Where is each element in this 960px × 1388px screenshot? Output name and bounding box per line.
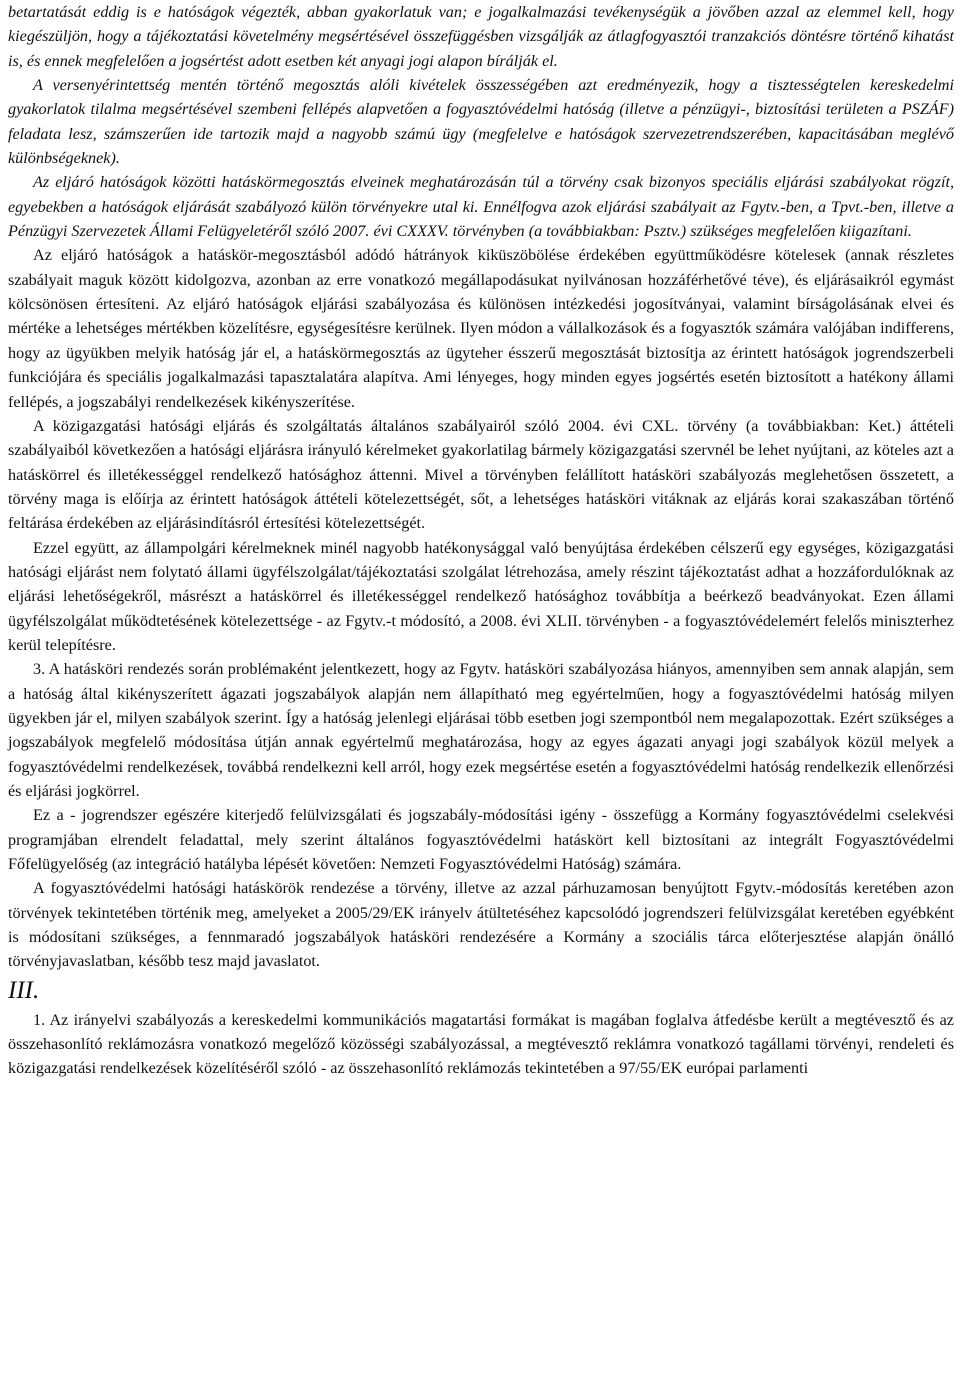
section-heading: III.	[8, 976, 40, 1004]
paragraph-continuation: betartatását eddig is e hatóságok végezték, abban gyakorlatuk van; e jogalkalmazási tevékenységük a jövőben azzal az elemmel kell, hogy kiegészüljön, hogy a tájékoztatási követelmény megsértésével összefüggésben vizsgálják az átlagfogyasztói tranzakciós döntésre történő kihatást is, és ennek megfelelően a jogsértést adott esetben két anyagi jogi alapon bírálják el.	[8, 3, 954, 70]
paragraph-directive: 1. Az irányelvi szabályozás a kereskedelmi kommunikációs magatartási formákat is magában foglalva átfedésbe került a megtévesztő és az összehasonlító reklámozásra vonatkozó megelőző közösségi szabályozással, a megtévesztő reklámra vonatkozó tagállami törvényi, rendeleti és közigazgatási rendelkezések közelítéséről szóló - az összehasonlító reklámozás tekintetében a 97/55/EK európai parlamenti	[8, 1010, 954, 1078]
paragraph-competence-settlement: A fogyasztóvédelmi hatósági hatáskörök rendezése a törvény, illetve az azzal párhuzamosan benyújtott Fgytv.-módosítás keretében azon törvények tekintetében történik meg, amelyeket a 2005/29/EK irányelv átültetéséhez kapcsolódó jogrendszeri felülvizsgálat keretében egyébként is módosítani szükséges, a fennmaradó jogszabályok hatásköri rendezésére a Kormány a szociális tárca előterjesztése alapján önálló törvényjavaslatban, később tesz majd javaslatot.	[8, 879, 954, 971]
paragraph-exceptions: A versenyérintettség mentén történő megosztás alóli kivételek összességében azt eredményezik, hogy a tisztességtelen kereskedelmi gyakorlatok tilalma megsértésével szembeni fellépés alapvetően a fogyasztóvédelmi hatóság (illetve a pénzügyi-, biztosítási területen a PSZÁF) feladata lesz, számszerűen ide tartozik majd a nagyobb számú ügy (megfelelve e hatóságok szervezetrendszerében, kapacitásában meglévő különbségeknek).	[8, 76, 954, 168]
paragraph-government-program: Ez a - jogrendszer egészére kiterjedő felülvizsgálati és jogszabály-módosítási igény - összefügg a Kormány fogyasztóvédelmi cselekvési programjában elrendelt feladattal, mely szerint általános fogyasztóvédelmi hatáskört kell biztosítani az integrált Fogyasztóvédelmi Főfelügyelőség (az integráció hatályba lépését követően: Nemzeti Fogyasztóvédelmi Hatóság) számára.	[8, 806, 954, 874]
paragraph-customer-service: Ezzel együtt, az állampolgári kérelmeknek minél nagyobb hatékonysággal való benyújtása érdekében célszerű egy egységes, közigazgatási hatósági eljárást nem folytató állami ügyfélszolgálat/tájékoztatási szolgálat létrehozása, amely részint tájékoztatást adhat a hozzáfordulóknak az eljárási lehetőségekről, másrészt a hatáskörrel és illetékességgel rendelkező hatósághoz továbbítja a beérkező beadványokat. Ezen állami ügyfélszolgálat működtetésének kötelezettsége - az Fgytv.-t módosító, a 2008. évi XLII. törvényben - a fogyasztóvédelemért felelős miniszterhez kerül telepítésre.	[8, 538, 954, 654]
paragraph-procedural-rules: Az eljáró hatóságok közötti hatáskörmegosztás elveinek meghatározásán túl a törvény csak bizonyos speciális eljárási szabályokat rögzít, egyebekben a hatóságok eljárását szabályozó külön törvényekre utal ki. Ennélfogva azok eljárási szabályait az Fgytv.-ben, a Tpvt.-ben, illetve a Pénzügyi Szervezetek Állami Felügyeletéről szóló 2007. évi CXXXV. törvényben (a továbbiakban: Psztv.) szükséges megfelelően kiigazítani.	[8, 173, 954, 241]
document-page	[8, 0, 954, 1081]
paragraph-ket-transfer: A közigazgatási hatósági eljárás és szolgáltatás általános szabályairól szóló 2004. évi CXL. törvény (a továbbiakban: Ket.) áttételi szabályaiból következően a hatósági eljárásra irányuló kérelmeket gyakorlatilag bármely közigazgatási szervnél be lehet nyújtani, az köteles azt a hatáskörrel és illetékességgel rendelkező hatósághoz áttenni. Mivel a törvényben felállított hatásköri szabályozás meglehetősen összetett, a törvény maga is előírja az érintett hatóságok áttételi kötelezettségét, sőt, a lehetséges hatásköri vitáknak az eljárás korai szakaszában történő feltárása érdekében az eljárásindításról értesítési kötelezettségét.	[8, 416, 954, 533]
paragraph-section-3: 3. A hatásköri rendezés során problémaként jelentkezett, hogy az Fgytv. hatásköri szabályozása hiányos, amennyiben sem annak alapján, sem a hatóság által kikényszerített ágazati jogszabályok alapján nem állapítható meg egyértelműen, hogy a fogyasztóvédelmi hatóság milyen ügyekben jár el, milyen szabályok szerint. Így a hatóság jelenlegi eljárásai több esetben jogi szempontból nem megalapozottak. Ezért szükséges a jogszabályok megfelelő módosítása útján annak egyértelmű meghatározása, hogy az egyes ágazati anyagi jogi szabályok közül melyek a fogyasztóvédelmi rendelkezések, továbbá rendelkezni kell arról, hogy ezek megsértése esetén a fogyasztóvédelmi hatóság rendelkezik ellenőrzési és eljárási jogkörrel.	[8, 660, 954, 800]
paragraph-cooperation: Az eljáró hatóságok a hatáskör-megosztásból adódó hátrányok kiküszöbölése érdekében együttműködésre kötelesek (annak részletes szabályait maguk között kidolgozva, azonban az erre vonatkozó megállapodásukat nyilvánosan hozzáférhetővé téve), és eljárásaikról egymást kölcsönösen értesíteni. Az eljáró hatóságok eljárási szabályozása és különösen intézkedési jogosítványai, valamint bírságolásának elvei és mértéke a lehetséges mértékben közelítésre, egységesítésre kerülnek. Ilyen módon a vállalkozások és a fogyasztók számára valójában indifferens, hogy az ügyükben melyik hatóság jár el, a hatáskörmegosztás az ügyteher ésszerű megosztását biztosítja az érintett hatóságok jogrendszerbeli funkciójára és speciális jogalkalmazási tapasztalatára alapítva. Ami lényeges, hogy minden egyes jogsértés esetén biztosított a hatékony állami fellépés, a jogszabályi rendelkezések kikényszerítése.	[8, 246, 954, 411]
